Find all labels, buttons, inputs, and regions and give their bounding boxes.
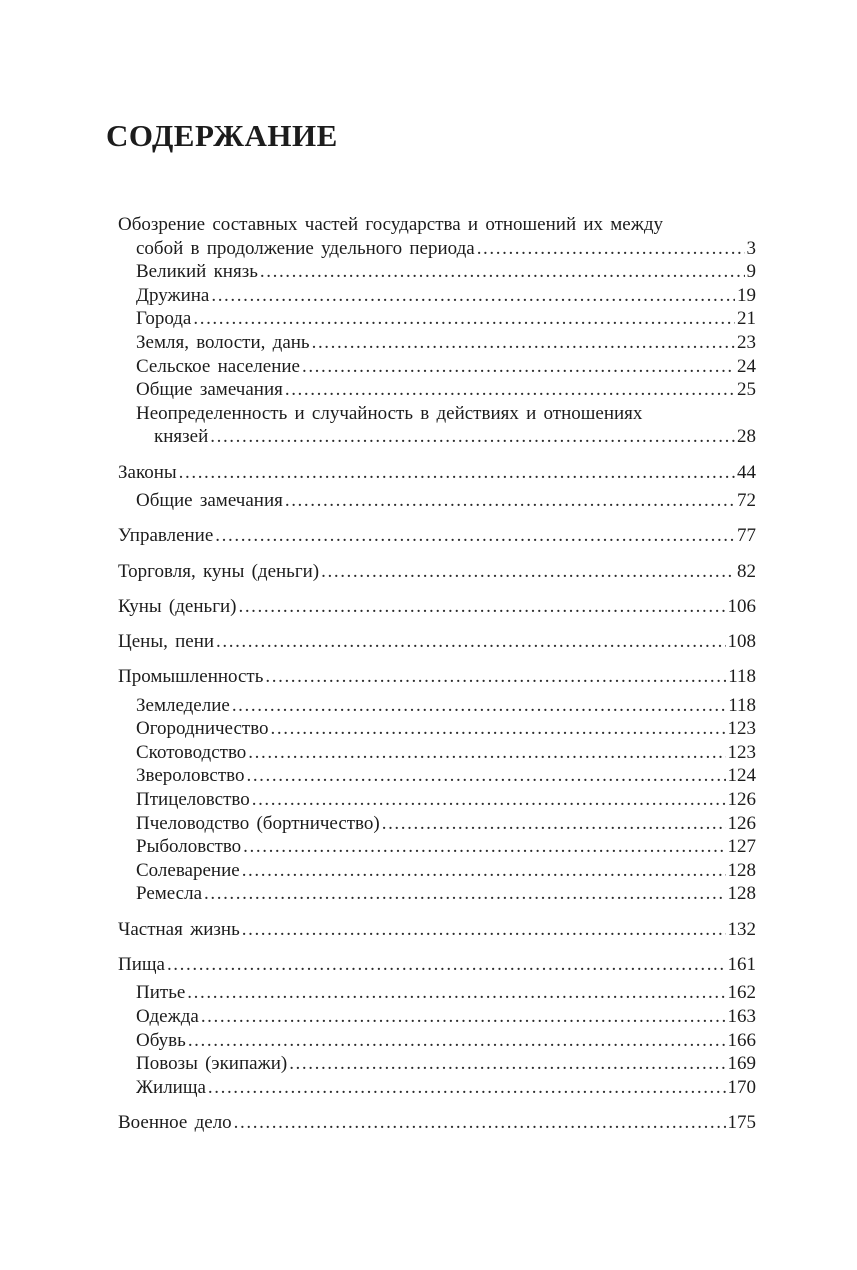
dot-leader [477, 237, 745, 261]
toc-entry-label: Скотоводство [136, 741, 247, 763]
toc-entry[interactable] [118, 918, 756, 942]
toc-entry[interactable] [118, 560, 756, 584]
dot-leader [382, 812, 726, 836]
dot-leader [208, 1076, 726, 1100]
toc-entry-label: Частная жизнь [118, 918, 240, 940]
toc-entry[interactable] [118, 1005, 756, 1029]
toc-page-number: 21 [737, 308, 756, 330]
toc-entry-label: Пища [118, 953, 165, 975]
toc-entry-label: Цены, пени [118, 630, 215, 652]
dot-leader [252, 788, 726, 812]
toc-entry[interactable] [118, 764, 756, 788]
toc-entry-label: Огородничество [136, 718, 269, 740]
toc-entry[interactable] [118, 812, 756, 836]
toc-entry-label: князей [154, 426, 209, 448]
toc-entry[interactable] [118, 378, 756, 402]
toc-page-number: 24 [737, 355, 756, 377]
toc-page-number: 126 [727, 789, 756, 811]
toc-entry-label: Одежда [136, 1005, 199, 1027]
toc-page-number: 82 [737, 560, 756, 582]
toc-entry[interactable] [118, 489, 756, 513]
toc-entry[interactable] [118, 859, 756, 883]
toc-entry[interactable] [118, 307, 756, 331]
dot-leader [246, 764, 725, 788]
toc-page-number: 124 [727, 765, 756, 787]
dot-leader [248, 741, 725, 765]
toc-page-number: 169 [727, 1053, 756, 1075]
toc-entry[interactable] [118, 595, 756, 619]
toc-entry-label: Земледелие [136, 694, 230, 716]
dot-leader [271, 717, 726, 741]
toc-page-number: 118 [728, 666, 756, 688]
toc-entry-label: Повозы (экипажи) [136, 1053, 288, 1075]
toc-entry[interactable] [118, 331, 756, 355]
toc-page-number: 3 [746, 237, 756, 259]
toc-group [118, 953, 756, 1100]
toc-entry-label: Земля, волости, дань [136, 331, 310, 353]
contents-heading: СОДЕРЖАНИЕ [106, 118, 338, 153]
toc-group [118, 461, 756, 513]
toc-entry-label-line1: Неопределенность и случайность в действиях и отношениях [136, 402, 643, 424]
dot-leader [211, 284, 735, 308]
toc-entry-label: Военное дело [118, 1111, 232, 1133]
dot-leader [234, 1111, 726, 1135]
dot-leader [289, 1052, 725, 1076]
dot-leader [188, 1029, 726, 1053]
toc-entry[interactable] [118, 461, 756, 485]
toc-page-number: 163 [727, 1005, 756, 1027]
toc-group [118, 213, 756, 449]
toc-entry[interactable] [118, 835, 756, 859]
dot-leader [238, 595, 725, 619]
toc-page-number: 28 [737, 426, 756, 448]
dot-leader [167, 953, 726, 977]
toc-page-number: 118 [728, 694, 756, 716]
toc-page-number: 128 [727, 859, 756, 881]
toc-page-number: 108 [727, 630, 756, 652]
dot-leader [321, 560, 735, 584]
toc-page-number: 9 [746, 261, 756, 283]
toc-entry[interactable] [118, 882, 756, 906]
toc-entry-label: Солеварение [136, 859, 240, 881]
toc-entry[interactable] [118, 694, 756, 718]
toc-page-number: 132 [727, 918, 756, 940]
dot-leader [201, 1005, 726, 1029]
toc-group [118, 560, 756, 584]
toc-entry[interactable] [118, 1111, 756, 1135]
toc-entry-label: Общие замечания [136, 379, 283, 401]
toc-entry-label: Управление [118, 525, 214, 547]
toc-entry-label-line1: Обозрение составных частей государства и отношений их между [118, 214, 664, 235]
toc-entry-label: собой в продолжение удельного периода [136, 237, 475, 259]
dot-leader [232, 694, 726, 718]
toc-page-number: 128 [727, 883, 756, 905]
toc-group [118, 1111, 756, 1135]
toc-page-number: 72 [737, 490, 756, 512]
toc-entry[interactable] [118, 1076, 756, 1100]
toc-page-number: 23 [737, 331, 756, 353]
toc-page-number: 126 [727, 812, 756, 834]
dot-leader [242, 918, 726, 942]
dot-leader [265, 665, 726, 689]
toc-page-number: 106 [727, 595, 756, 617]
dot-leader [216, 630, 725, 654]
toc-entry-label: Великий князь [136, 261, 258, 283]
toc-entry[interactable] [118, 402, 756, 449]
dot-leader [260, 260, 745, 284]
dot-leader [312, 331, 735, 355]
toc-entry[interactable] [118, 665, 756, 689]
dot-leader [285, 378, 735, 402]
toc-entry-label: Торговля, куны (деньги) [118, 560, 320, 582]
table-of-contents [118, 213, 756, 1146]
toc-page-number: 19 [737, 284, 756, 306]
toc-entry[interactable] [118, 741, 756, 765]
toc-entry-label: Жилища [136, 1076, 206, 1098]
toc-entry[interactable] [118, 213, 756, 260]
toc-entry-label: Куны (деньги) [118, 595, 237, 617]
toc-page-number: 170 [727, 1076, 756, 1098]
toc-entry[interactable] [118, 953, 756, 977]
toc-page-number: 127 [727, 836, 756, 858]
dot-leader [242, 859, 726, 883]
toc-entry-label: Пчеловодство (бортничество) [136, 812, 380, 834]
toc-entry[interactable] [118, 524, 756, 548]
toc-entry-label: Общие замечания [136, 490, 283, 512]
dot-leader [193, 307, 735, 331]
toc-entry[interactable] [118, 1052, 756, 1076]
toc-page-number: 123 [727, 718, 756, 740]
toc-entry-label: Птицеловство [136, 789, 250, 811]
dot-leader [215, 524, 735, 548]
toc-page-number: 123 [727, 741, 756, 763]
toc-entry-label: Обувь [136, 1029, 186, 1051]
dot-leader [204, 882, 725, 906]
toc-page-number: 77 [737, 525, 756, 547]
toc-entry[interactable] [118, 788, 756, 812]
toc-group [118, 918, 756, 942]
dot-leader [210, 425, 735, 449]
toc-entry[interactable] [118, 1029, 756, 1053]
toc-page-number: 162 [727, 982, 756, 1004]
toc-page-number: 25 [737, 379, 756, 401]
toc-entry-label: Города [136, 308, 192, 330]
toc-entry-label: Ремесла [136, 883, 203, 905]
toc-page-number: 44 [737, 461, 756, 483]
dot-leader [243, 835, 725, 859]
toc-entry[interactable] [118, 630, 756, 654]
toc-entry-label: Питье [136, 982, 186, 1004]
dot-leader [285, 489, 735, 513]
toc-entry[interactable] [118, 981, 756, 1005]
toc-entry-label: Законы [118, 461, 177, 483]
toc-entry-label: Звероловство [136, 765, 245, 787]
toc-group [118, 630, 756, 654]
toc-entry-label: Сельское население [136, 355, 300, 377]
dot-leader [179, 461, 735, 485]
toc-entry[interactable] [118, 717, 756, 741]
toc-entry-label: Промышленность [118, 666, 264, 688]
toc-entry[interactable] [118, 355, 756, 379]
toc-group [118, 595, 756, 619]
toc-entry-label: Дружина [136, 284, 210, 306]
toc-page-number: 166 [727, 1029, 756, 1051]
dot-leader [302, 355, 735, 379]
toc-group [118, 665, 756, 906]
toc-entry-label: Рыболовство [136, 836, 242, 858]
toc-entry[interactable] [118, 260, 756, 284]
toc-group [118, 524, 756, 548]
dot-leader [187, 981, 725, 1005]
toc-page-number: 161 [727, 953, 756, 975]
toc-entry[interactable] [118, 284, 756, 308]
toc-page-number: 175 [727, 1111, 756, 1133]
